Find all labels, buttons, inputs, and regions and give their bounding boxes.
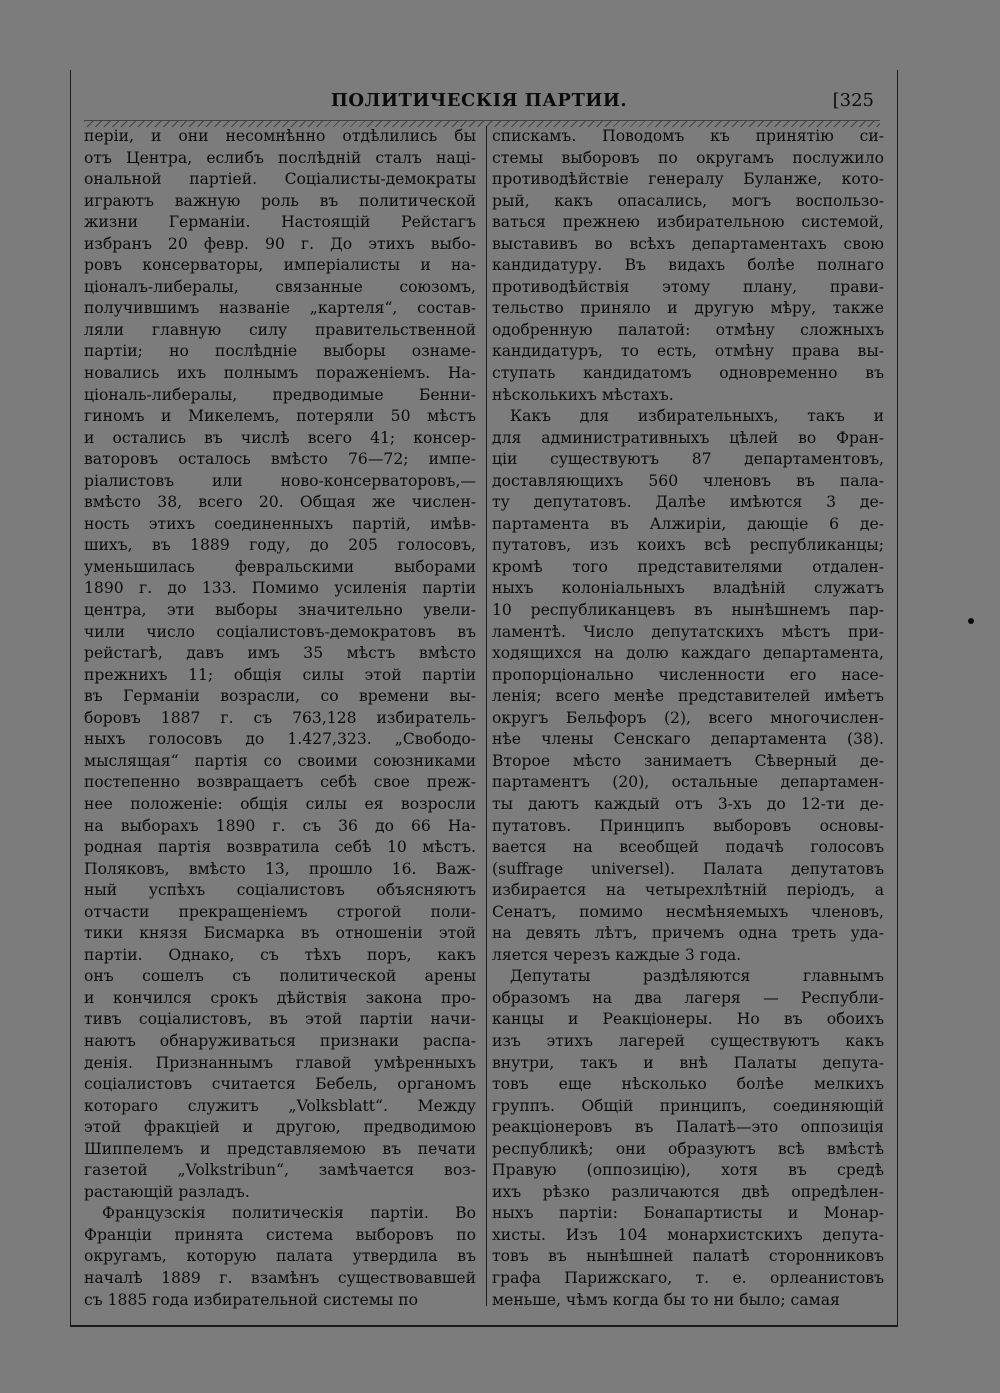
- text-line: кандидатуръ, то есть, отмѣну права вы-: [492, 342, 884, 361]
- text-line: тельство приняло и другую мѣру, также: [492, 299, 884, 318]
- text-line: Правую (оппозицію), хотя въ средѣ: [492, 1161, 884, 1180]
- text-line: реакціонеровъ въ Палатѣ—это оппозиція: [492, 1118, 884, 1137]
- text-line: ныхъ партіи: Бонапартисты и Монар-: [492, 1204, 884, 1223]
- text-line: образомъ на два лагеря — Республи-: [492, 988, 884, 1007]
- text-line: ты даютъ каждый отъ 3-хъ до 12-ти де-: [492, 794, 884, 813]
- text-line: ціи существуютъ 87 департаментовъ,: [492, 450, 884, 469]
- text-line: хисты. Изъ 104 монархистскихъ депута-: [492, 1225, 884, 1244]
- text-line: Франціи принята система выборовъ по: [84, 1225, 476, 1244]
- text-line: партіи. Однако, съ тѣхъ поръ, какъ: [84, 945, 476, 964]
- running-title: ПОЛИТИЧЕСКІЯ ПАРТИИ.: [330, 90, 628, 111]
- text-line: Сенатъ, помимо несмѣняемыхъ членовъ,: [492, 902, 884, 921]
- text-line: Депутаты раздѣляются главнымъ: [510, 967, 884, 986]
- left-column: [84, 126, 476, 1309]
- text-line: ламентѣ. Число депутатскихъ мѣстъ при-: [492, 622, 884, 641]
- text-line: Какъ для избирательныхъ, такъ и: [510, 407, 884, 426]
- text-line: изъ этихъ лагерей существуютъ какъ: [492, 1031, 884, 1050]
- text-line: канцы и Реакціонеры. Но въ обоихъ: [492, 1010, 884, 1029]
- text-line: нее положеніе: общія силы ея возросли: [84, 794, 476, 813]
- text-line: тики князя Бисмарка въ отношеніи этой: [84, 924, 476, 943]
- text-line: и кончился срокъ дѣйствія закона про-: [84, 988, 476, 1007]
- text-line: избирается на четырехлѣтній періодъ, а: [492, 881, 884, 900]
- text-line: соціалистовъ считается Бебель, органомъ: [84, 1075, 476, 1094]
- text-line: періи, и они несомнѣнно отдѣлились бы: [84, 127, 476, 145]
- text-line: Второе мѣсто занимаетъ Сѣверный де-: [492, 751, 884, 770]
- text-line: доставляющихъ 560 членовъ въ пала-: [492, 471, 884, 490]
- text-line: партіи; но послѣдніе выборы ознаме-: [84, 342, 476, 361]
- text-line: чили число соціалистовъ-демократовъ въ: [84, 622, 476, 641]
- text-line: боровъ 1887 г. съ 763,128 избиратель-: [84, 708, 476, 727]
- text-line: шихъ, въ 1889 году, до 205 голосовъ,: [84, 536, 476, 555]
- text-line: одобренную палатой: отмѣну сложныхъ: [492, 320, 884, 339]
- text-line: новались ихъ полнымъ пораженіемъ. На-: [84, 364, 476, 383]
- text-line: ныхъ голосовъ до 1.427,323. „Свободо-: [84, 730, 476, 749]
- text-line: выставивъ во всѣхъ департаментахъ свою: [492, 234, 884, 253]
- text-line: округъ Бельфоръ (2), всего многочислен-: [492, 708, 884, 727]
- text-line: 10 республиканцевъ въ нынѣшнемъ пар-: [492, 601, 884, 620]
- text-line: Французскія политическія партіи. Во: [102, 1204, 476, 1223]
- text-line: рый, какъ опасались, могъ воспользо-: [492, 191, 884, 210]
- text-line: началѣ 1889 г. взамѣнъ существовавшей: [84, 1268, 476, 1287]
- text-line: родная партія возвратила себѣ 10 мѣстъ.: [84, 838, 476, 857]
- text-line: Шиппелемъ и представляемою въ печати: [84, 1139, 476, 1158]
- text-line: ваторовъ осталось вмѣсто 76—72; импе-: [84, 450, 476, 469]
- text-line: ріалистовъ или ново-консерваторовъ,—: [84, 471, 476, 490]
- text-line: ваться прежнею избирательною системой,: [492, 213, 884, 232]
- text-line: ленія; всего менѣе представителей имѣетъ: [492, 687, 884, 706]
- text-line: газетой „Volkstribun“, замѣчается воз-: [84, 1161, 476, 1180]
- text-line: ональной партіей. Соціалисты-демократы: [84, 170, 476, 189]
- text-line: отчасти прекращеніемъ строгой поли-: [84, 902, 476, 921]
- page-number: [325: [832, 90, 874, 111]
- text-line: отъ Центра, еслибъ послѣдній сталъ наці-: [84, 148, 476, 167]
- text-line: товъ еще нѣсколько болѣе мелкихъ: [492, 1075, 884, 1094]
- text-line: въ Германіи возрасли, со времени вы-: [84, 687, 476, 706]
- text-line: жизни Германіи. Настоящій Рейстагъ: [84, 213, 476, 232]
- text-line: уменьшилась февральскими выборами: [84, 557, 476, 576]
- text-line: прежнихъ 11; общія силы этой партіи: [84, 665, 476, 684]
- text-line: пропорціонально численности его насе-: [492, 665, 884, 684]
- text-line: путатовъ. Принципъ выборовъ основы-: [492, 816, 884, 835]
- margin-dot: [968, 618, 974, 624]
- text-line: ту депутатовъ. Далѣе имѣются 3 де-: [492, 493, 884, 512]
- text-line: ность этихъ соединенныхъ партій, имѣв-: [84, 514, 476, 533]
- text-line: спискамъ. Поводомъ къ принятію си-: [492, 127, 884, 145]
- text-line: республикѣ; они образуютъ всѣ вмѣстѣ: [492, 1139, 884, 1158]
- text-line: кромѣ того представителями отдален-: [492, 557, 884, 576]
- text-line: противодѣйствіе генералу Буланже, кото-: [492, 170, 884, 189]
- text-line: онъ сошелъ съ политической арены: [84, 967, 476, 986]
- text-line: на девять лѣтъ, причемъ одна треть уда-: [492, 924, 884, 943]
- text-line: избранъ 20 февр. 90 г. До этихъ выбо-: [84, 234, 476, 253]
- text-line: ный успѣхъ соціалистовъ объясняютъ: [84, 881, 476, 900]
- text-line: меньше, чѣмъ когда бы то ни было; самая: [492, 1290, 840, 1309]
- right-column: [492, 126, 884, 1309]
- text-line: нѣсколькихъ мѣстахъ.: [492, 385, 674, 404]
- text-line: вается на всеобщей подачѣ голосовъ: [492, 838, 884, 857]
- text-line: съ 1885 года избирательной системы по: [84, 1290, 419, 1309]
- text-line: группъ. Общій принципъ, соединяющій: [492, 1096, 884, 1115]
- text-line: ступать кандидатомъ одновременно въ: [492, 364, 884, 383]
- text-line: ныхъ колоніальныхъ владѣній служатъ: [492, 579, 884, 598]
- text-line: партаментъ (20), остальные департамен-: [492, 773, 884, 792]
- text-line: ляется черезъ каждые 3 года.: [492, 945, 742, 964]
- text-line: и остались въ числѣ всего 41; консер-: [84, 428, 476, 447]
- text-line: для административныхъ цѣлей во Фран-: [492, 428, 884, 447]
- text-line: ходящихся на долю каждаго департамента,: [492, 644, 884, 663]
- text-line: ціональ-либералы, предводимые Бенни-: [84, 385, 476, 404]
- text-line: стемы выборовъ по округамъ послужило: [492, 148, 884, 167]
- text-line: тивъ соціалистовъ, въ этой партіи начи-: [84, 1010, 476, 1029]
- text-line: этой фракціей и другою, предводимою: [84, 1118, 476, 1137]
- text-line: постепенно возвращаетъ себѣ свое преж-: [84, 773, 476, 792]
- text-line: рейстагѣ, давъ имъ 35 мѣстъ вмѣсто: [84, 644, 476, 663]
- text-line: (suffrage universel). Палата депутатовъ: [492, 859, 884, 878]
- text-line: путатовъ, изъ коихъ всѣ республиканцы;: [492, 536, 884, 555]
- text-line: котораго служитъ „Volksblatt“. Между: [84, 1096, 476, 1115]
- text-line: наютъ обнаруживаться признаки распа-: [84, 1031, 476, 1050]
- text-line: играютъ важную роль въ политической: [84, 191, 476, 210]
- text-line: нѣе члены Сенскаго департамента (38).: [492, 730, 884, 749]
- text-line: кандидатуру. Въ видахъ болѣе полнаго: [492, 256, 884, 275]
- text-line: получившимъ названіе „картеля“, состав-: [84, 299, 476, 318]
- text-line: центра, эти выборы значительно увели-: [84, 601, 476, 620]
- text-line: графа Парижскаго, т. е. орлеанистовъ: [492, 1268, 884, 1287]
- page-header: [84, 90, 874, 120]
- text-line: противодѣйствія этому плану, прави-: [492, 277, 884, 296]
- text-line: денія. Признаннымъ главой умѣренныхъ: [84, 1053, 476, 1072]
- column-divider: [486, 126, 487, 1306]
- text-line: ровъ консерваторы, имперіалисты и на-: [84, 256, 476, 275]
- text-line: на выборахъ 1890 г. съ 36 до 66 На-: [84, 816, 476, 835]
- text-line: ляли главную силу правительственной: [84, 320, 476, 339]
- text-line: Поляковъ, вмѣсто 13, прошло 16. Важ-: [84, 859, 476, 878]
- text-line: ціоналъ-либералы, связанные союзомъ,: [84, 277, 476, 296]
- text-line: ихъ рѣзко различаются двѣ опредѣлен-: [492, 1182, 884, 1201]
- text-line: округамъ, которую палата утвердила въ: [84, 1247, 476, 1266]
- text-line: 1890 г. до 133. Помимо усиленія партіи: [84, 579, 476, 598]
- text-line: товъ въ нынѣшней палатѣ сторонниковъ: [492, 1247, 884, 1266]
- text-line: растающій разладъ.: [84, 1182, 250, 1201]
- text-line: партамента въ Алжиріи, дающіе 6 де-: [492, 514, 884, 533]
- text-line: вмѣсто 38, всего 20. Общая же числен-: [84, 493, 476, 512]
- text-line: внутри, такъ и внѣ Палаты депута-: [492, 1053, 884, 1072]
- text-line: мыслящая“ партія со своими союзниками: [84, 751, 476, 770]
- text-line: гиномъ и Микелемъ, потеряли 50 мѣстъ: [84, 407, 476, 426]
